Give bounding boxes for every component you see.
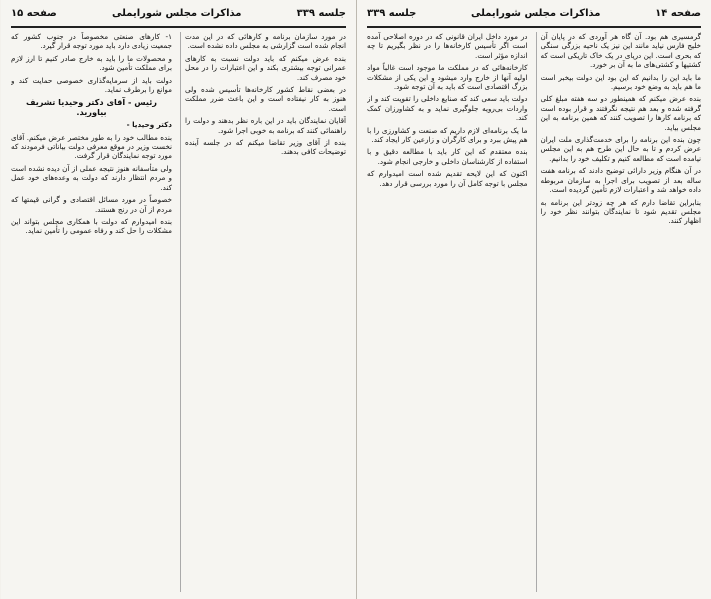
text-column-left <box>367 32 528 592</box>
paragraph: آقایان نمایندگان باید در این باره نظر بدهند و دولت را راهنمائی کنند که برنامه به خوبی اجرا شود. <box>185 116 346 135</box>
paragraph: بنده عرض میکنم که همینطور دو سه هفته مبلغ کلی گرفته شده و بعد هم نتیجه نگرفتند و قرار بوده است که برنامه کارها را تصویب کنند که همین برنامه به این مجلس بیاید. <box>540 94 701 132</box>
paragraph: ولی متأسفانه هنوز نتیجه عملی از آن دیده نشده است و مردم انتظار دارند که دولت به وعده‌های خود عمل کند. <box>11 163 172 192</box>
paragraph: ما باید این را بدانیم که این بود این دولت بیخبر است ما هم باید به وضع خود برسیم. <box>540 72 701 92</box>
text-columns <box>11 32 346 592</box>
section-heading: رئیس - آقای دکتر وحیدیا تشریف بیاورید. <box>25 97 158 117</box>
paragraph: و محصولات ما را باید به خارج صادر کنیم تا ارز لازم برای مملکت تأمین شود. <box>11 53 172 73</box>
text-columns <box>367 32 701 592</box>
paragraph: بنده معتقدم که این کار باید با مطالعه دقیق و با استفاده از کارشناسان داخلی و خارجی انجام شود. <box>367 147 528 166</box>
paragraph: در مورد داخل ایران قانونی که در دوره اصلاحی آمده است اگر تأسیس کارخانه‌ها را در نظر بگیریم تا چه اندازه مؤثر است. <box>367 32 528 60</box>
speaker-paragraph <box>11 120 172 129</box>
page-number: صفحه ۱۵ <box>11 8 57 19</box>
paragraph: ۱- کارهای صنعتی مخصوصاً در جنوب کشور که جمعیت زیادی دارد باید مورد توجه قرار گیرد. <box>11 32 172 51</box>
session-number: جلسه ۳۳۹ <box>296 8 346 19</box>
paragraph: دولت باید سعی کند که صنایع داخلی را تقویت کند و از واردات بی‌رویه جلوگیری نماید و به کشاورزان کمک کند. <box>367 94 528 123</box>
page-15 <box>1 0 356 599</box>
paragraph: ما یک برنامه‌ای لازم داریم که صنعت و کشاورزی را با هم پیش ببرد و برای کارگران و زارعین کار ایجاد کند. <box>367 125 528 145</box>
paragraph: در بعضی نقاط کشور کارخانه‌ها تأسیس شده ولی هنوز به کار نیفتاده است و این باعث ضرر مملکت است. <box>185 85 346 113</box>
running-title: مذاکرات مجلس شورایملی <box>471 8 601 19</box>
paragraph: بنابراین تقاضا دارم که هر چه زودتر این برنامه به مجلس تقدیم شود تا نمایندگان بتوانند نظر خود را اظهار کنند. <box>540 197 701 226</box>
paragraph: بنده امیدوارم که دولت با همکاری مجلس بتواند این مشکلات را حل کند و رفاه عمومی را تأمین نماید. <box>11 216 172 236</box>
page-header <box>367 8 701 28</box>
text-column-right <box>536 32 702 592</box>
paragraph: کارخانه‌هائی که در مملکت ما موجود است غالباً مواد اولیه آنها از خارج وارد میشود و این یکی از مشکلات بزرگ اقتصادی است که باید به آن توجه شود. <box>367 63 528 92</box>
paragraph: خصوصاً در مورد مسائل اقتصادی و گرانی قیمتها که مردم از آن در رنج هستند. <box>11 195 172 214</box>
speaker-name: دکتر وحیدیا - <box>126 120 172 130</box>
paragraph: چون بنده این برنامه را برای خدمت‌گذاری ملت ایران عرض کردم و تا به حال این طرح هم به این مجلس نیامده است که مطالعه کنیم و تکلیف خود را بدانیم. <box>540 135 701 163</box>
paragraph: در مورد سازمان برنامه و کارهائی که در این مدت انجام شده است گزارشی به مجلس داده نشده است. <box>185 32 346 51</box>
running-title: مذاکرات مجلس شورایملی <box>112 8 242 19</box>
text-column-right <box>180 32 346 592</box>
session-number: جلسه ۳۳۹ <box>367 8 417 19</box>
paragraph: گرمسیری هم بود. آن گاه هر آوردی که در پایان آن خلیج فارس نیاید مانند این نیز یک ناحیه بزرگی سنگی که بحری است. این دریای در یک خاک تاریکی است که کشتیها و کشتی‌های ما به آن بر خورد. <box>540 32 701 70</box>
page-number: صفحه ۱۴ <box>655 8 701 19</box>
paragraph: بنده عرض میکنم که باید دولت نسبت به کارهای عمرانی توجه بیشتری بکند و این اعتبارات را در محل خود مصرف کند. <box>185 53 346 82</box>
page-14 <box>356 0 711 599</box>
page-header <box>11 8 346 28</box>
paragraph: اکنون که این لایحه تقدیم شده است امیدوارم که مجلس با توجه کامل آن را مورد بررسی قرار دهد. <box>367 169 528 188</box>
text-column-left <box>11 32 172 592</box>
paragraph: بنده از آقای وزیر تقاضا میکنم که در جلسه آینده توضیحات کافی بدهند. <box>185 138 346 157</box>
paragraph: بنده مطالب خود را به طور مختصر عرض میکنم. آقای نخست وزیر در موقع معرفی دولت بیاناتی فرمودند که مورد توجه نمایندگان قرار گرفت. <box>11 132 172 161</box>
paragraph: دولت باید از سرمایه‌گذاری خصوصی حمایت کند و موانع را برطرف نماید. <box>11 75 172 95</box>
paragraph: در آن هنگام وزیر دارائی توضیح دادند که برنامه هفت ساله بعد از تصویب برای اجرا به سازمان مربوطه داده خواهد شد و اعتبارات لازم تأمین گردیده است. <box>540 166 701 195</box>
